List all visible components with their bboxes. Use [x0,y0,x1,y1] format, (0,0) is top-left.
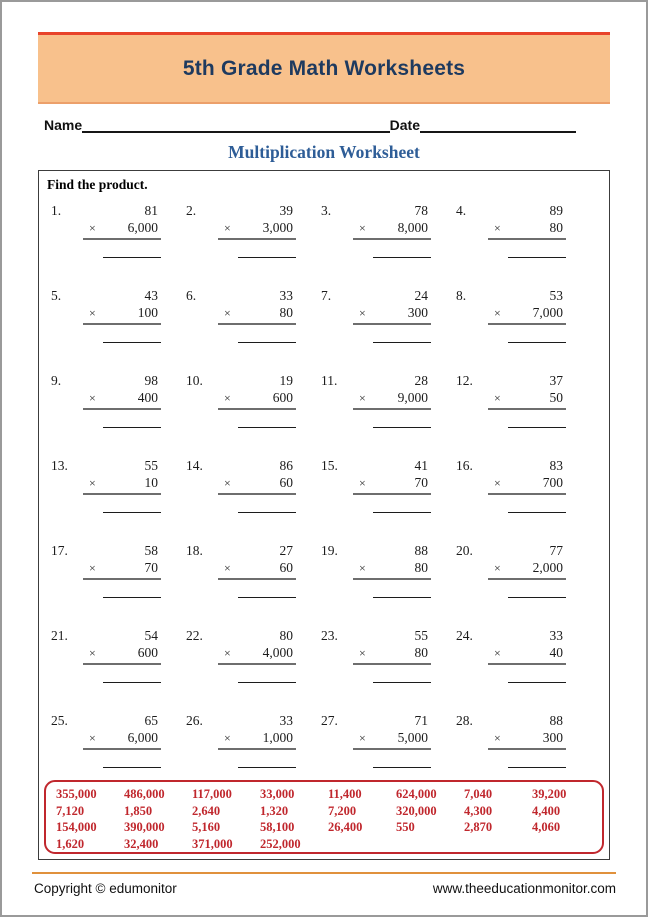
multiplicand: 27 [279,543,293,558]
problem-item [184,203,319,258]
multiplier-row [488,474,566,495]
multiplicand: 71 [414,713,428,728]
answer-value: 252,000 [260,836,301,851]
problem-number: 25. [51,713,68,728]
multiplicand: 78 [414,203,428,218]
multiply-sign-icon: × [224,391,231,405]
answer-value: 7,120 [56,803,85,818]
problem-item [454,288,589,343]
multiplicand: 39 [279,203,293,218]
answer-value: 154,000 [56,820,97,834]
answer-line [373,512,431,513]
problem-body [488,203,566,258]
problem-number: 20. [456,543,473,558]
multiplier: 80 [549,220,563,235]
name-blank-line [82,118,390,133]
multiplicand: 28 [414,373,428,388]
problem-item [49,713,184,768]
problem-item [49,628,184,683]
multiplicand: 55 [414,628,428,643]
problem-item [184,543,319,598]
answer-value: 390,000 [124,820,165,834]
answer-value: 7,200 [328,803,357,818]
instruction-text: Find the product. [47,177,148,192]
multiplier-row [353,304,431,325]
multiplier: 80 [279,305,293,320]
problem-item [184,458,319,513]
multiplier: 600 [272,390,293,405]
multiplier-row [488,304,566,325]
website-text: www.theeducationmonitor.com [432,881,616,896]
answer-value: 32,400 [124,836,159,851]
multiplier-row [83,389,161,410]
multiply-sign-icon: × [89,476,96,490]
multiplier: 80 [414,645,428,660]
problem-number: 16. [456,458,473,473]
multiplier: 50 [549,390,563,405]
problem-item [319,628,454,683]
multiplicand: 53 [549,288,563,303]
multiplier: 4,000 [262,645,293,660]
problem-item [49,203,184,258]
problem-body [353,373,431,428]
problem-item [319,543,454,598]
multiply-sign-icon: × [359,306,366,320]
multiplicand: 65 [144,713,158,728]
problem-number: 4. [456,203,467,218]
answer-value: 1,620 [56,836,85,851]
answer-line [508,427,566,428]
problem-body [488,543,566,598]
date-blank-line [420,118,576,133]
answer-bank-box [44,780,604,854]
problem-body [488,458,566,513]
multiplier: 40 [549,645,563,660]
answer-line [508,512,566,513]
multiplicand: 98 [144,373,158,388]
problem-body [488,373,566,428]
multiplier: 600 [137,645,158,660]
multiplier-row [218,474,296,495]
copyright-text: Copyright © edumonitor [34,881,177,896]
answer-value: 1,850 [124,803,153,818]
answer-line [373,597,431,598]
answer-value: 371,000 [192,836,233,851]
problem-number: 3. [321,203,332,218]
footer-divider [32,872,616,874]
answer-line [508,342,566,343]
multiplier-row [488,559,566,580]
multiplicand: 55 [144,458,158,473]
answer-line [103,342,161,343]
problem-item [319,713,454,768]
multiply-sign-icon: × [89,221,96,235]
multiply-sign-icon: × [224,731,231,745]
problem-body [353,288,431,343]
multiplier-row [488,644,566,665]
problem-number: 15. [321,458,338,473]
problem-item [454,543,589,598]
answer-line [238,682,296,683]
answer-value: 4,060 [532,820,561,834]
multiplier-row [83,729,161,750]
answer-value: 1,320 [260,803,289,818]
name-date-row [44,117,576,133]
problem-number: 5. [51,288,62,303]
answer-line [238,767,296,768]
problem-body [353,458,431,513]
answer-value: 4,400 [532,803,561,818]
problem-number: 12. [456,373,473,388]
multiply-sign-icon: × [494,306,501,320]
problem-body [488,628,566,683]
problem-number: 11. [321,373,338,388]
multiplicand: 58 [144,543,158,558]
problem-item [454,628,589,683]
problem-number: 7. [321,288,332,303]
answer-value: 624,000 [396,787,437,801]
multiply-sign-icon: × [359,221,366,235]
multiplier: 6,000 [127,220,158,235]
header-banner [38,32,610,104]
problem-body [83,288,161,343]
multiply-sign-icon: × [494,391,501,405]
answer-line [373,682,431,683]
multiplicand: 33 [279,288,293,303]
problem-number: 13. [51,458,68,473]
problem-number: 27. [321,713,338,728]
multiply-sign-icon: × [359,476,366,490]
multiplier-row [218,304,296,325]
problem-body [353,628,431,683]
problem-body [218,628,296,683]
answer-line [238,257,296,258]
multiplier-row [353,644,431,665]
multiplier-row [353,389,431,410]
multiply-sign-icon: × [89,306,96,320]
problem-number: 9. [51,373,62,388]
problem-item [319,203,454,258]
footer [34,881,616,896]
problem-number: 24. [456,628,473,643]
multiplicand: 86 [279,458,293,473]
multiplier-row [218,559,296,580]
multiplicand: 77 [549,543,563,558]
problems-grid [39,193,609,768]
multiply-sign-icon: × [359,391,366,405]
multiply-sign-icon: × [224,476,231,490]
problem-body [83,713,161,768]
answer-line [373,427,431,428]
problem-number: 14. [186,458,203,473]
multiplier-row [488,729,566,750]
problem-item [319,288,454,343]
problem-body [353,203,431,258]
problem-item [49,373,184,428]
multiplier: 80 [414,560,428,575]
multiplier: 10 [144,475,158,490]
multiplier: 300 [407,305,428,320]
multiplier-row [353,474,431,495]
multiplicand: 88 [549,713,563,728]
answer-line [238,427,296,428]
problem-item [454,203,589,258]
answer-line [103,767,161,768]
problem-number: 19. [321,543,338,558]
answer-line [103,512,161,513]
answer-value: 33,000 [260,787,295,801]
multiplicand: 33 [279,713,293,728]
problem-item [184,288,319,343]
answer-value: 486,000 [124,787,165,801]
problem-body [488,288,566,343]
multiplier: 60 [279,560,293,575]
problem-body [83,458,161,513]
date-label: Date [389,117,420,133]
multiplicand: 37 [549,373,563,388]
multiply-sign-icon: × [89,391,96,405]
multiplier: 100 [137,305,158,320]
answer-line [103,257,161,258]
answer-value: 39,200 [532,787,567,801]
multiplicand: 24 [414,288,428,303]
problem-number: 21. [51,628,68,643]
multiplicand: 41 [414,458,428,473]
multiplier: 70 [414,475,428,490]
answer-value: 26,400 [328,820,363,834]
answer-line [508,767,566,768]
problem-item [49,543,184,598]
answer-value: 11,400 [328,787,362,801]
multiply-sign-icon: × [89,731,96,745]
name-label: Name [44,117,83,133]
problem-item [319,458,454,513]
multiplier: 60 [279,475,293,490]
problem-number: 17. [51,543,68,558]
answer-line [238,512,296,513]
problem-item [454,373,589,428]
problem-number: 2. [186,203,197,218]
multiplier-row [488,219,566,240]
answer-line [373,767,431,768]
multiplier-row [83,559,161,580]
problem-number: 26. [186,713,203,728]
multiplier-row [218,219,296,240]
multiply-sign-icon: × [494,476,501,490]
multiplicand: 43 [144,288,158,303]
multiply-sign-icon: × [494,646,501,660]
answer-value: 5,160 [192,820,221,834]
multiply-sign-icon: × [494,561,501,575]
problem-body [218,288,296,343]
answer-line [508,597,566,598]
answer-line [508,682,566,683]
multiplier-row [83,219,161,240]
multiplicand: 89 [549,203,563,218]
multiplier: 300 [542,730,563,745]
multiplicand: 19 [279,373,293,388]
multiply-sign-icon: × [494,221,501,235]
multiplier: 400 [137,390,158,405]
multiplicand: 33 [549,628,563,643]
multiply-sign-icon: × [359,646,366,660]
problem-number: 23. [321,628,338,643]
answer-line [103,682,161,683]
answer-line [238,342,296,343]
multiply-sign-icon: × [224,306,231,320]
multiplier-row [83,474,161,495]
answer-value: 355,000 [56,787,97,801]
problem-item [319,373,454,428]
multiplicand: 88 [414,543,428,558]
multiply-sign-icon: × [89,561,96,575]
problem-item [49,458,184,513]
problem-number: 8. [456,288,467,303]
multiplier-row [218,389,296,410]
answer-line [103,597,161,598]
problem-body [353,543,431,598]
problem-item [49,288,184,343]
problem-number: 22. [186,628,203,643]
multiply-sign-icon: × [224,561,231,575]
multiplicand: 83 [549,458,563,473]
multiplier: 5,000 [397,730,428,745]
worksheet-title: Multiplication Worksheet [228,142,420,162]
answer-line [373,342,431,343]
multiplier: 700 [542,475,563,490]
problem-body [218,713,296,768]
multiplicand: 54 [144,628,158,643]
answer-value: 58,100 [260,820,295,834]
multiplier: 7,000 [532,305,563,320]
problem-item [454,713,589,768]
answer-value: 550 [396,820,415,834]
multiplier-row [353,729,431,750]
multiplier-row [353,559,431,580]
problem-body [83,543,161,598]
problem-item [184,713,319,768]
problem-item [184,628,319,683]
answer-line [508,257,566,258]
problem-body [218,373,296,428]
answer-value: 117,000 [192,787,232,801]
multiply-sign-icon: × [359,561,366,575]
multiplier-row [83,304,161,325]
multiplier-row [488,389,566,410]
multiplier: 1,000 [262,730,293,745]
problem-number: 1. [51,203,62,218]
answer-line [373,257,431,258]
problem-number: 18. [186,543,203,558]
multiplier: 3,000 [262,220,293,235]
answer-value: 4,300 [464,803,493,818]
answer-line [103,427,161,428]
problem-number: 28. [456,713,473,728]
multiplier-row [218,644,296,665]
problem-body [83,628,161,683]
answer-line [238,597,296,598]
multiply-sign-icon: × [89,646,96,660]
problems-box [38,170,610,860]
problem-body [218,543,296,598]
problem-body [83,203,161,258]
problem-body [218,203,296,258]
multiplicand: 80 [279,628,293,643]
problem-item [184,373,319,428]
answer-value: 320,000 [396,803,437,818]
page-title: 5th Grade Math Worksheets [182,56,466,80]
multiplier-row [353,219,431,240]
multiplier: 6,000 [127,730,158,745]
problem-body [83,373,161,428]
answer-value: 7,040 [464,787,493,801]
problem-item [454,458,589,513]
problem-number: 6. [186,288,197,303]
multiply-sign-icon: × [224,221,231,235]
multiplier-row [218,729,296,750]
multiplier-row [83,644,161,665]
multiplier: 8,000 [397,220,428,235]
answer-value: 2,640 [192,803,221,818]
multiplier: 70 [144,560,158,575]
multiplicand: 81 [144,203,158,218]
multiply-sign-icon: × [224,646,231,660]
multiply-sign-icon: × [359,731,366,745]
problem-body [488,713,566,768]
problem-number: 10. [186,373,203,388]
problem-body [353,713,431,768]
answer-value: 2,870 [464,820,493,834]
multiply-sign-icon: × [494,731,501,745]
multiplier: 2,000 [532,560,563,575]
multiplier: 9,000 [397,390,428,405]
problem-body [218,458,296,513]
